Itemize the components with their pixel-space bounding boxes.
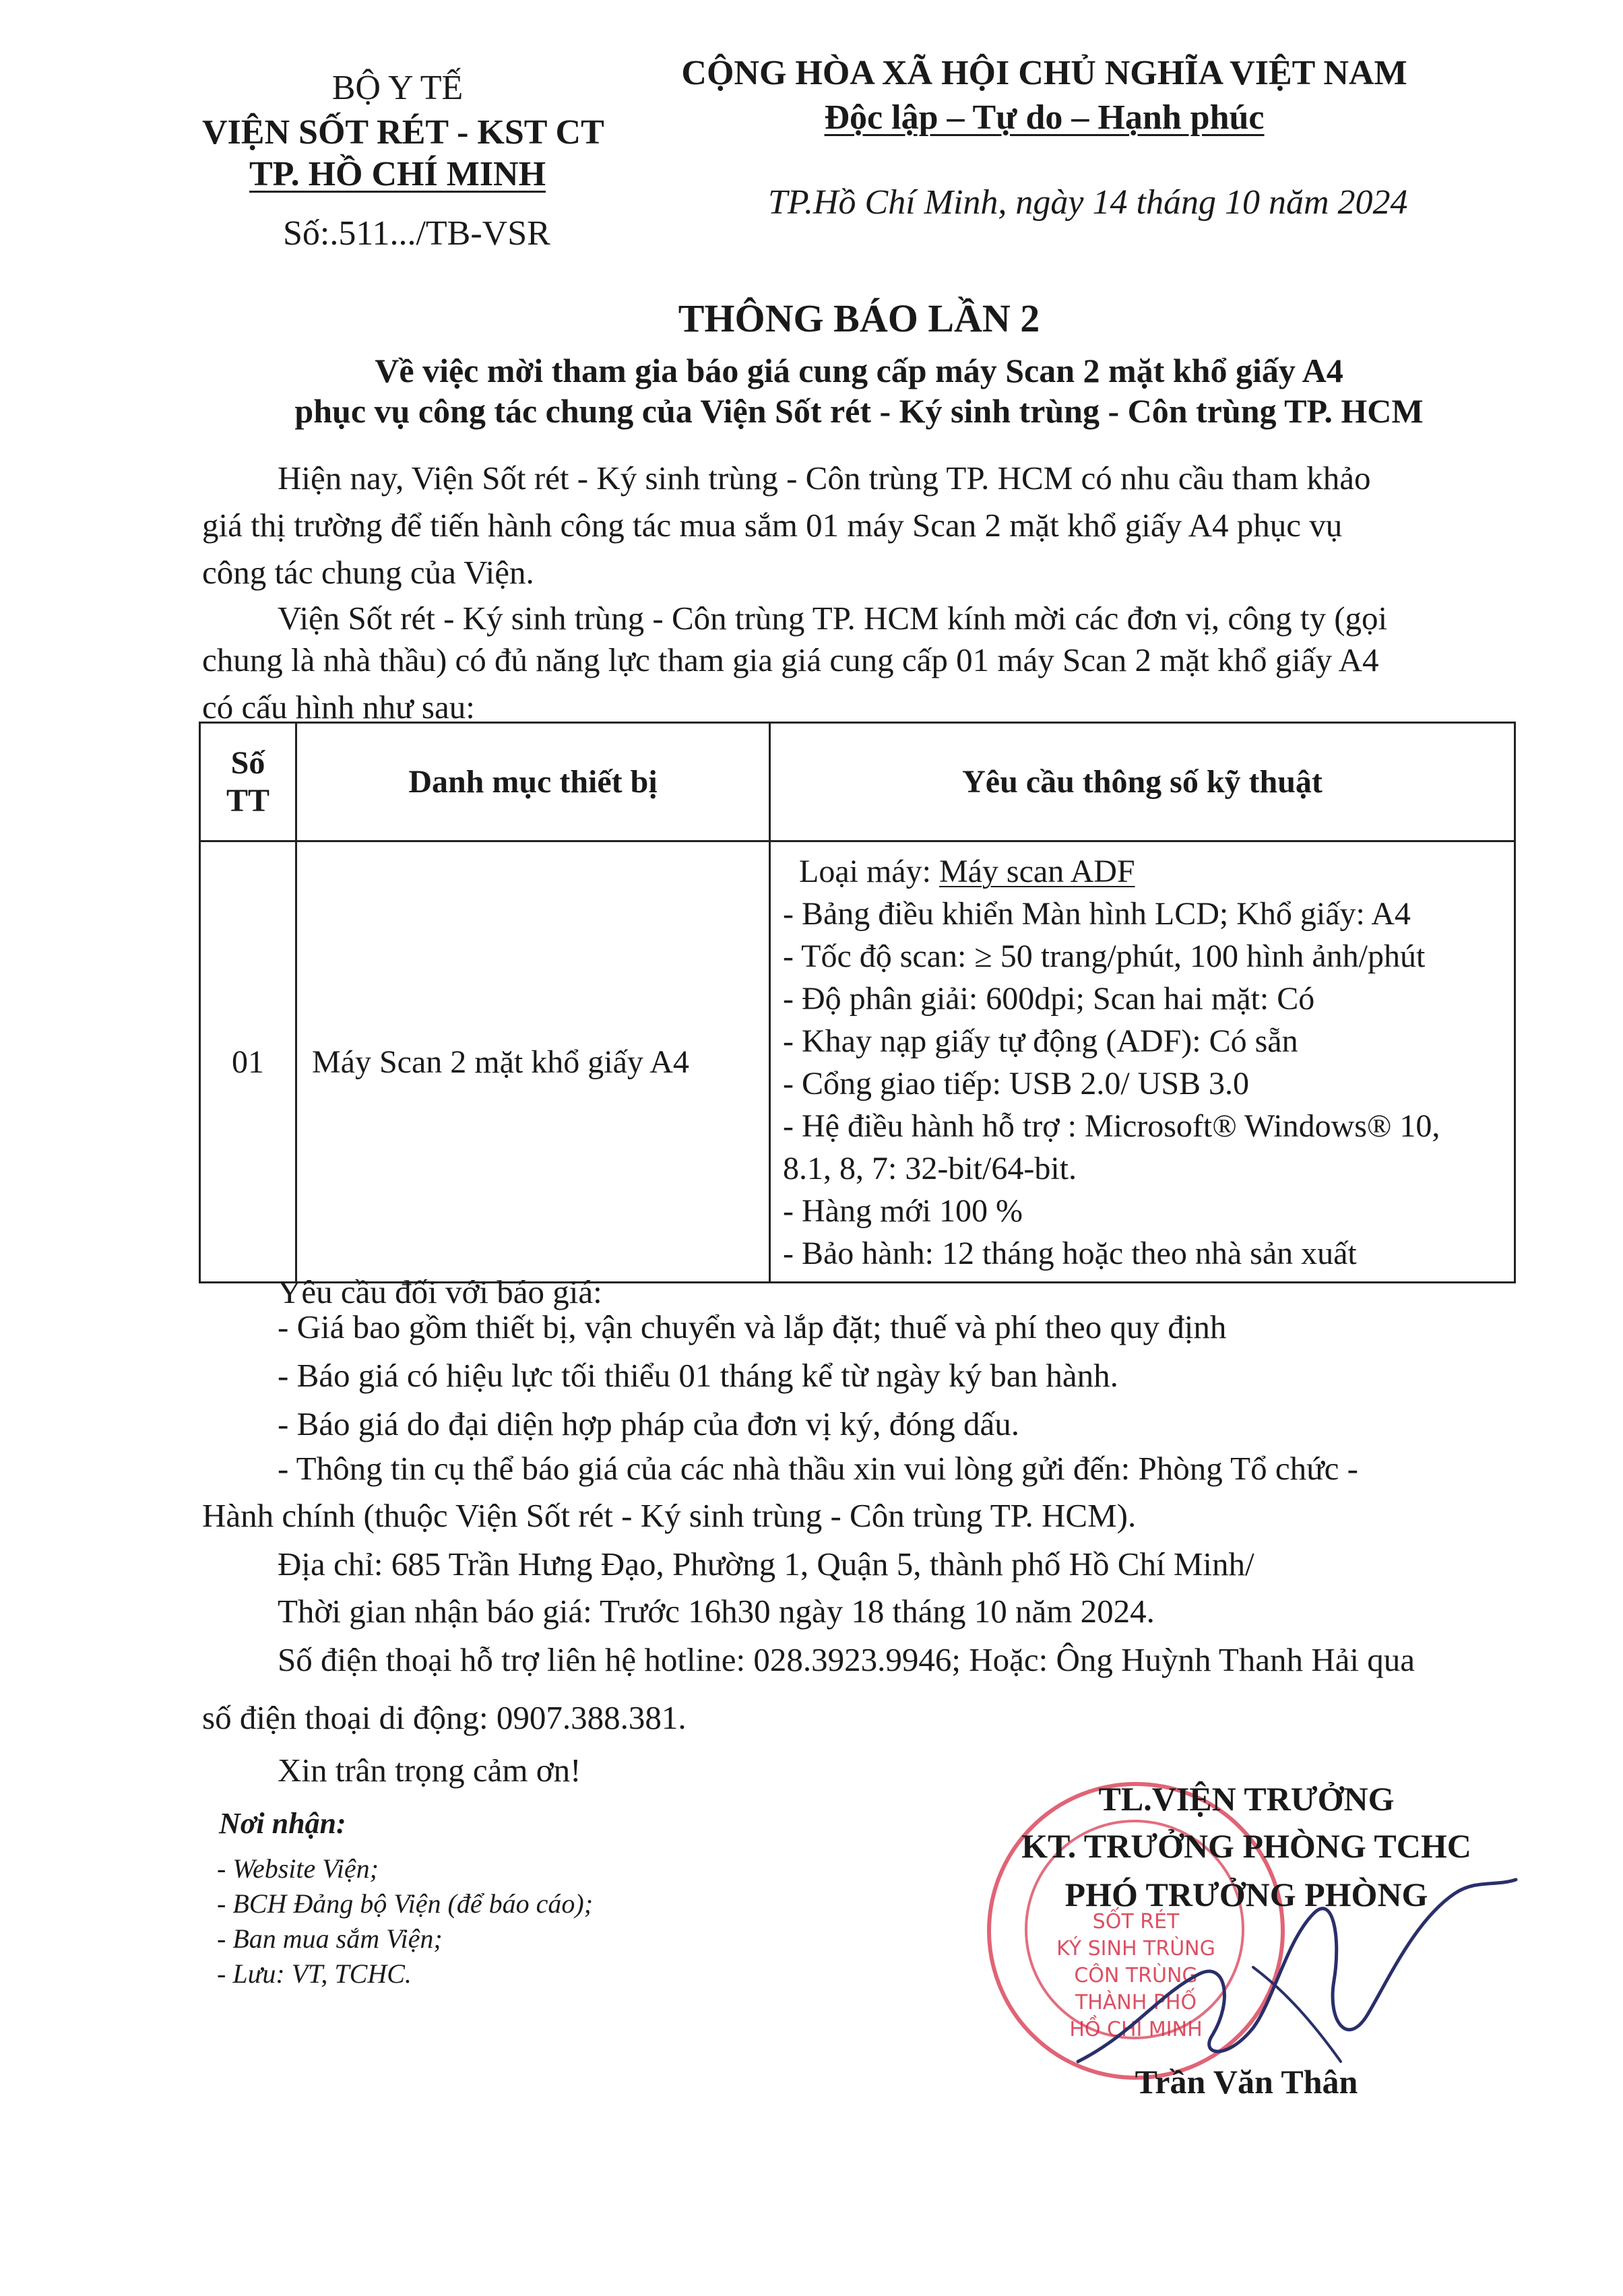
spec-type-label: Loại máy: [799,854,939,889]
intro-p2-line3: có cấu hình như sau: [202,689,475,726]
spec-line: - Độ phân giải: 600dpi; Scan hai mặt: Có [783,981,1315,1017]
doc-number: Số:.511.../TB-VSR [283,214,550,253]
row-stt: 01 [200,841,296,1283]
document-subtitle-2: phục vụ công tác chung của Viện Sốt rét - Ký sinh trùng - Côn trùng TP. HCM [294,392,1424,430]
recipient-item: - BCH Đảng bộ Viện (để báo cáo); [217,1888,594,1919]
thanks: Xin trân trọng cảm ơn! [278,1752,581,1789]
requirement-4-line2: Hành chính (thuộc Viện Sốt rét - Ký sinh trùng - Côn trùng TP. HCM). [202,1497,1137,1534]
requirement-4-line1: - Thông tin cụ thể báo giá của các nhà thầu xin vui lòng gửi đến: Phòng Tổ chức - [278,1450,1358,1487]
document-title: THÔNG BÁO LẦN 2 [678,296,1040,340]
seal-text: THÀNH PHỐ [1075,1991,1197,2014]
motto: Độc lập – Tự do – Hạnh phúc [824,98,1265,137]
table-row [200,841,1515,1283]
seal-text: HỒ CHÍ MINH [1069,2018,1203,2041]
row-specs [770,841,1515,1283]
header-spec: Yêu cầu thông số kỹ thuật [770,723,1515,841]
header-stt-line2: TT [226,782,270,819]
spec-line: - Bảng điều khiển Màn hình LCD; Khổ giấy: A4 [783,896,1411,932]
spec-line: - Hàng mới 100 % [783,1193,1023,1229]
intro-p1-line1: Hiện nay, Viện Sốt rét - Ký sinh trùng - Côn trùng TP. HCM có nhu cầu tham khảo [278,459,1371,497]
institute-city-wrap [209,154,586,195]
row-item: Máy Scan 2 mặt khổ giấy A4 [296,841,770,1283]
requirement-2: - Báo giá có hiệu lực tối thiểu 01 tháng kể từ ngày ký ban hành. [278,1357,1118,1394]
signature-title-2: KT. TRƯỞNG PHÒNG TCHC [1021,1827,1471,1865]
institute-city: TP. HỒ CHÍ MINH [249,155,546,193]
intro-p2-line1: Viện Sốt rét - Ký sinh trùng - Côn trùng TP. HCM kính mời các đơn vị, công ty (gọi [278,600,1388,637]
spec-line: 8.1, 8, 7: 32-bit/64-bit. [783,1151,1077,1186]
place-date: TP.Hồ Chí Minh, ngày 14 tháng 10 năm 2024 [768,183,1408,222]
requirement-1: - Giá bao gồm thiết bị, vận chuyển và lắp đặt; thuế và phí theo quy định [278,1308,1227,1345]
handwritten-signature [1051,1859,1523,2088]
institute-name: VIỆN SỐT RÉT - KST CT [202,113,604,152]
spec-line: - Khay nạp giấy tự động (ADF): Có sẵn [783,1023,1298,1059]
spec-type [783,850,1500,893]
address: Địa chỉ: 685 Trần Hưng Đạo, Phường 1, Quận 5, thành phố Hồ Chí Minh/ [278,1545,1254,1583]
ministry-name: BỘ Y TẾ [331,69,464,107]
seal-text: CÔN TRÙNG [1074,1964,1198,1987]
recipient-item: - Website Viện; [217,1853,379,1884]
spec-line: - Cổng giao tiếp: USB 2.0/ USB 3.0 [783,1066,1250,1102]
spec-line: - Tốc độ scan: ≥ 50 trang/phút, 100 hình ảnh/phút [783,938,1426,974]
intro-p2-line2: chung là nhà thầu) có đủ năng lực tham gia giá cung cấp 01 máy Scan 2 mặt khổ giấy A4 [202,641,1379,678]
recipients-heading: Nơi nhận: [219,1807,346,1840]
signature-title-3: PHÓ TRƯỞNG PHÒNG [1064,1876,1428,1913]
deadline: Thời gian nhận báo giá: Trước 16h30 ngày 18 tháng 10 năm 2024. [278,1593,1155,1630]
header-item: Danh mục thiết bị [296,723,770,841]
intro-p1-line2: giá thị trường để tiến hành công tác mua sắm 01 máy Scan 2 mặt khổ giấy A4 phục vụ [202,507,1343,544]
motto-wrap [660,97,1428,139]
spec-type-value: Máy scan ADF [938,854,1135,889]
intro-p1-line3: công tác chung của Viện. [202,554,534,591]
hotline-line2: số điện thoại di động: 0907.388.381. [202,1699,687,1736]
recipient-item: - Ban mua sắm Viện; [217,1923,443,1954]
spec-line: - Bảo hành: 12 tháng hoặc theo nhà sản xuất [783,1236,1357,1271]
table-header-row [200,723,1515,841]
seal-text: SỐT RÉT [1092,1910,1180,1934]
country-name: CỘNG HÒA XÃ HỘI CHỦ NGHĨA VIỆT NAM [681,54,1407,92]
document-subtitle-1: Về việc mời tham gia báo giá cung cấp máy Scan 2 mặt khổ giấy A4 [375,352,1343,389]
signature-title-1: TL.VIỆN TRƯỞNG [1098,1780,1395,1818]
header-stt [200,723,296,841]
requirements-heading: Yêu cầu đối với báo giá: [278,1273,602,1310]
header-stt-line1: Số [230,744,265,781]
requirement-3: - Báo giá do đại diện hợp pháp của đơn vị ký, đóng dấu. [278,1405,1020,1442]
spec-table [199,722,1516,1283]
signer-name: Trần Văn Thân [1135,2063,1358,2101]
seal-text: KÝ SINH TRÙNG [1056,1937,1215,1960]
spec-line: - Hệ điều hành hỗ trợ : Microsoft® Windows® 10, [783,1108,1440,1144]
recipient-item: - Lưu: VT, TCHC. [217,1958,412,1989]
hotline-line1: Số điện thoại hỗ trợ liên hệ hotline: 028.3923.9946; Hoặc: Ông Huỳnh Thanh Hải qua [278,1641,1415,1678]
